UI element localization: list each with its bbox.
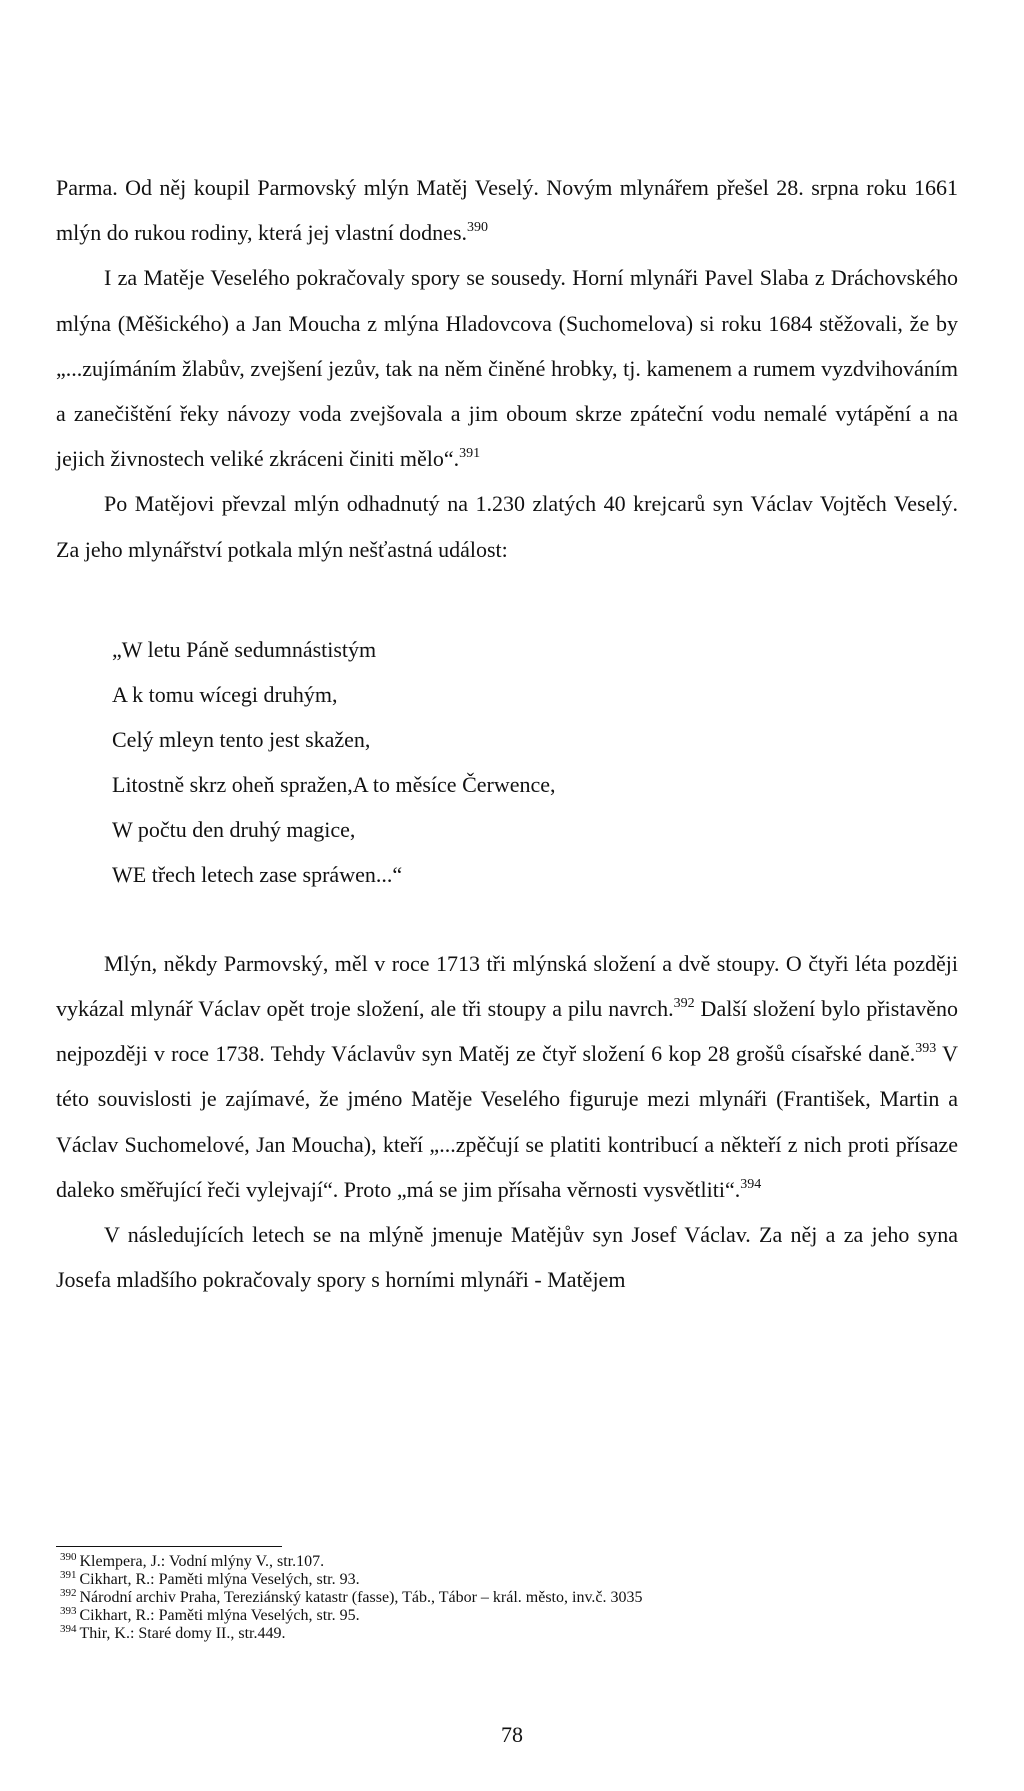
paragraph-p5 <box>56 1212 958 1302</box>
page-number: 78 <box>501 1722 523 1747</box>
paragraph-p2 <box>56 255 958 481</box>
poem-line: W počtu den druhý magice, <box>112 816 356 842</box>
text-run: V této souvislosti je zajímavé, že jméno Matěje Veselého figuruje mezi mlynáři (František, Martin a Václav Suchomelové, Jan Moucha), kteří „...zpěčují se platiti kontribucí a někteří z nich proti přísaze daleko směřující řeči vylejvají“. Proto „má se jim přísaha věrnosti vysvětliti“. <box>56 1041 958 1202</box>
footnote-ref: 391 <box>459 446 481 462</box>
poem-line: „W letu Páně sedumnástistým <box>112 636 377 662</box>
poem-line: Litostně skrz oheň spražen,A to měsíce Čerwence, <box>112 771 556 797</box>
footnote-number: 394 <box>60 1623 77 1635</box>
poem-line: Celý mleyn tento jest skažen, <box>112 726 371 752</box>
text-run: Další složení bylo přistavěno nejpozději v roce 1738. Tehdy Václavův syn Matěj ze čtyř složení 6 kop 28 grošů císařské daně. <box>56 996 958 1067</box>
footnote-divider <box>56 1546 282 1547</box>
footnote <box>60 1625 960 1643</box>
poem-line: WE třech letech zase spráwen...“ <box>112 861 403 887</box>
poem <box>112 627 958 897</box>
footnote-number: 393 <box>60 1605 77 1617</box>
text-run: V následujících letech se na mlýně jmenuje Matějův syn Josef Václav. Za něj a za jeho syna Josefa mladšího pokračovaly spory s horními mlynáři - Matějem <box>56 1222 958 1293</box>
paragraphs-after-poem <box>56 941 958 1303</box>
footnote-text: Klempera, J.: Vodní mlýny V., str.107. <box>79 1553 325 1570</box>
footnote <box>60 1607 960 1625</box>
footnote <box>60 1589 960 1607</box>
footnote <box>60 1553 960 1571</box>
footnote-text: Thir, K.: Staré domy II., str.449. <box>79 1625 286 1642</box>
poem-line: A k tomu wícegi druhým, <box>112 681 338 707</box>
footnote-number: 390 <box>60 1551 77 1563</box>
footnote-ref: 394 <box>740 1176 762 1192</box>
text-run: Po Matějovi převzal mlýn odhadnutý na 1.230 zlatých 40 krejcarů syn Václav Vojtěch Veselý. Za jeho mlynářství potkala mlýn nešťastná událost: <box>56 491 958 562</box>
paragraph-p1 <box>56 165 958 255</box>
paragraphs-before-poem <box>56 165 958 572</box>
footnotes <box>60 1553 960 1643</box>
paragraph-p3 <box>56 481 958 571</box>
footnote-ref: 393 <box>915 1041 937 1057</box>
footnote <box>60 1571 960 1589</box>
footnote-text: Národní archiv Praha, Tereziánský katastr (fasse), Táb., Tábor – král. město, inv.č. 3035 <box>79 1589 643 1606</box>
footnote-text: Cikhart, R.: Paměti mlýna Veselých, str. 95. <box>79 1607 360 1624</box>
paragraph-p4 <box>56 941 958 1212</box>
body-text <box>56 165 958 1302</box>
footnote-number: 392 <box>60 1587 77 1599</box>
text-run: Parma. Od něj koupil Parmovský mlýn Matěj Veselý. Novým mlynářem přešel 28. srpna roku 1661 mlýn do rukou rodiny, která jej vlastní dodnes. <box>56 175 958 246</box>
footnote-ref: 392 <box>673 996 695 1012</box>
footnote-number: 391 <box>60 1569 77 1581</box>
footnote-text: Cikhart, R.: Paměti mlýna Veselých, str. 93. <box>79 1571 360 1588</box>
text-run: Mlýn, někdy Parmovský, měl v roce 1713 tři mlýnská složení a dvě stoupy. O čtyři léta později vykázal mlynář Václav opět troje složení, ale tři stoupy a pilu navrch. <box>56 950 958 1022</box>
text-run: I za Matěje Veselého pokračovaly spory se sousedy. Horní mlynáři Pavel Slaba z Dráchovského mlýna (Měšického) a Jan Moucha z mlýna Hladovcova (Suchomelova) si roku 1684 stěžovali, že by „...zujímáním žlabův, zvejšení jezův, tak na něm činěné hrobky, tj. kamenem a rumem vyzdvihováním a zanečištění řeky návozy voda zvejšovala a jim oboum skrze zpáteční vodu nemalé vytápění a na jejich živnostech veliké zkráceni činiti mělo“. <box>56 265 958 472</box>
footnote-ref: 390 <box>467 220 489 236</box>
